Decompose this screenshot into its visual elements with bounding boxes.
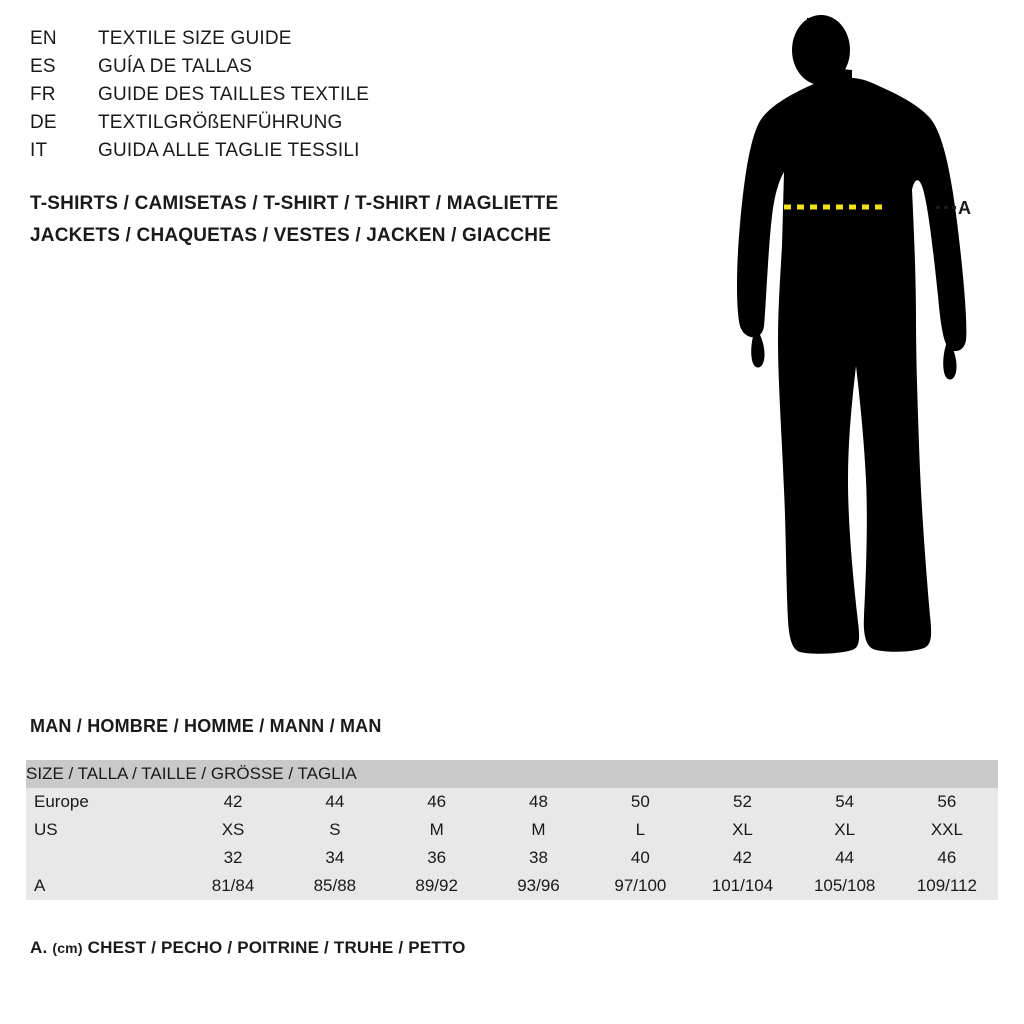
table-row: [26, 844, 998, 872]
language-title: GUIDE DES TAILLES TEXTILE: [98, 84, 370, 105]
cell-value: 97/100: [589, 872, 691, 900]
row-label-blank: [26, 844, 182, 872]
silhouette-svg: [700, 10, 1000, 670]
language-header-block: [30, 28, 650, 168]
cell-value: 81/84: [182, 872, 284, 900]
table-footnote: [30, 938, 466, 958]
cell-value: 32: [182, 844, 284, 872]
cell-value: XXL: [896, 816, 998, 844]
cell-value: M: [386, 816, 488, 844]
row-label-europe: Europe: [26, 788, 182, 816]
language-code: ES: [30, 56, 56, 77]
table-group-title: MAN / HOMBRE / HOMME / MANN / MAN: [30, 716, 382, 736]
category-block: [30, 188, 670, 252]
table-header-row: [26, 760, 998, 788]
cell-value: 50: [589, 788, 691, 816]
cell-value: 89/92: [386, 872, 488, 900]
cell-value: 105/108: [794, 872, 896, 900]
cell-value: 44: [794, 844, 896, 872]
cell-value: 101/104: [691, 872, 793, 900]
cell-value: XL: [794, 816, 896, 844]
table-row: [26, 816, 998, 844]
cell-value: XS: [182, 816, 284, 844]
footnote-prefix: A.: [30, 938, 53, 957]
size-table: [26, 760, 998, 900]
cell-value: M: [488, 816, 590, 844]
cell-value: 48: [488, 788, 590, 816]
measure-label-a: A: [958, 198, 971, 218]
language-code: FR: [30, 84, 56, 105]
language-row: [30, 84, 650, 112]
cell-value: 42: [691, 844, 793, 872]
measure-leader-dots: [936, 206, 956, 209]
cell-value: 42: [182, 788, 284, 816]
footnote-unit: (cm): [52, 940, 83, 956]
language-title: TEXTILGRÖßENFÜHRUNG: [98, 112, 343, 133]
cell-value: 46: [896, 844, 998, 872]
cell-value: 40: [589, 844, 691, 872]
language-code: DE: [30, 112, 57, 133]
cell-value: S: [284, 816, 386, 844]
language-row: [30, 28, 650, 56]
cell-value: 36: [386, 844, 488, 872]
cell-value: XL: [691, 816, 793, 844]
language-title: TEXTILE SIZE GUIDE: [98, 28, 292, 49]
language-code: EN: [30, 28, 57, 49]
cell-value: 34: [284, 844, 386, 872]
cell-value: 46: [386, 788, 488, 816]
language-row: [30, 112, 650, 140]
cell-value: L: [589, 816, 691, 844]
cell-value: 56: [896, 788, 998, 816]
body-silhouette-figure: [700, 10, 1000, 670]
table-header-label: SIZE / TALLA / TAILLE / GRÖSSE / TAGLIA: [26, 760, 998, 788]
footnote-text: CHEST / PECHO / POITRINE / TRUHE / PETTO: [82, 938, 466, 957]
table-row: [26, 788, 998, 816]
cell-value: 54: [794, 788, 896, 816]
cell-value: 93/96: [488, 872, 590, 900]
language-title: GUIDA ALLE TAGLIE TESSILI: [98, 140, 360, 161]
language-row: [30, 56, 650, 84]
category-line-tshirts: T-SHIRTS / CAMISETAS / T-SHIRT / T-SHIRT / MAGLIETTE: [30, 193, 559, 214]
cell-value: 44: [284, 788, 386, 816]
row-label-a: A: [26, 872, 182, 900]
row-label-us: US: [26, 816, 182, 844]
table-row: [26, 872, 998, 900]
language-title: GUÍA DE TALLAS: [98, 56, 253, 77]
language-code: IT: [30, 140, 48, 161]
cell-value: 52: [691, 788, 793, 816]
language-row: [30, 140, 650, 168]
category-line-jackets: JACKETS / CHAQUETAS / VESTES / JACKEN / GIACCHE: [30, 225, 552, 246]
cell-value: 38: [488, 844, 590, 872]
cell-value: 85/88: [284, 872, 386, 900]
cell-value: 109/112: [896, 872, 998, 900]
